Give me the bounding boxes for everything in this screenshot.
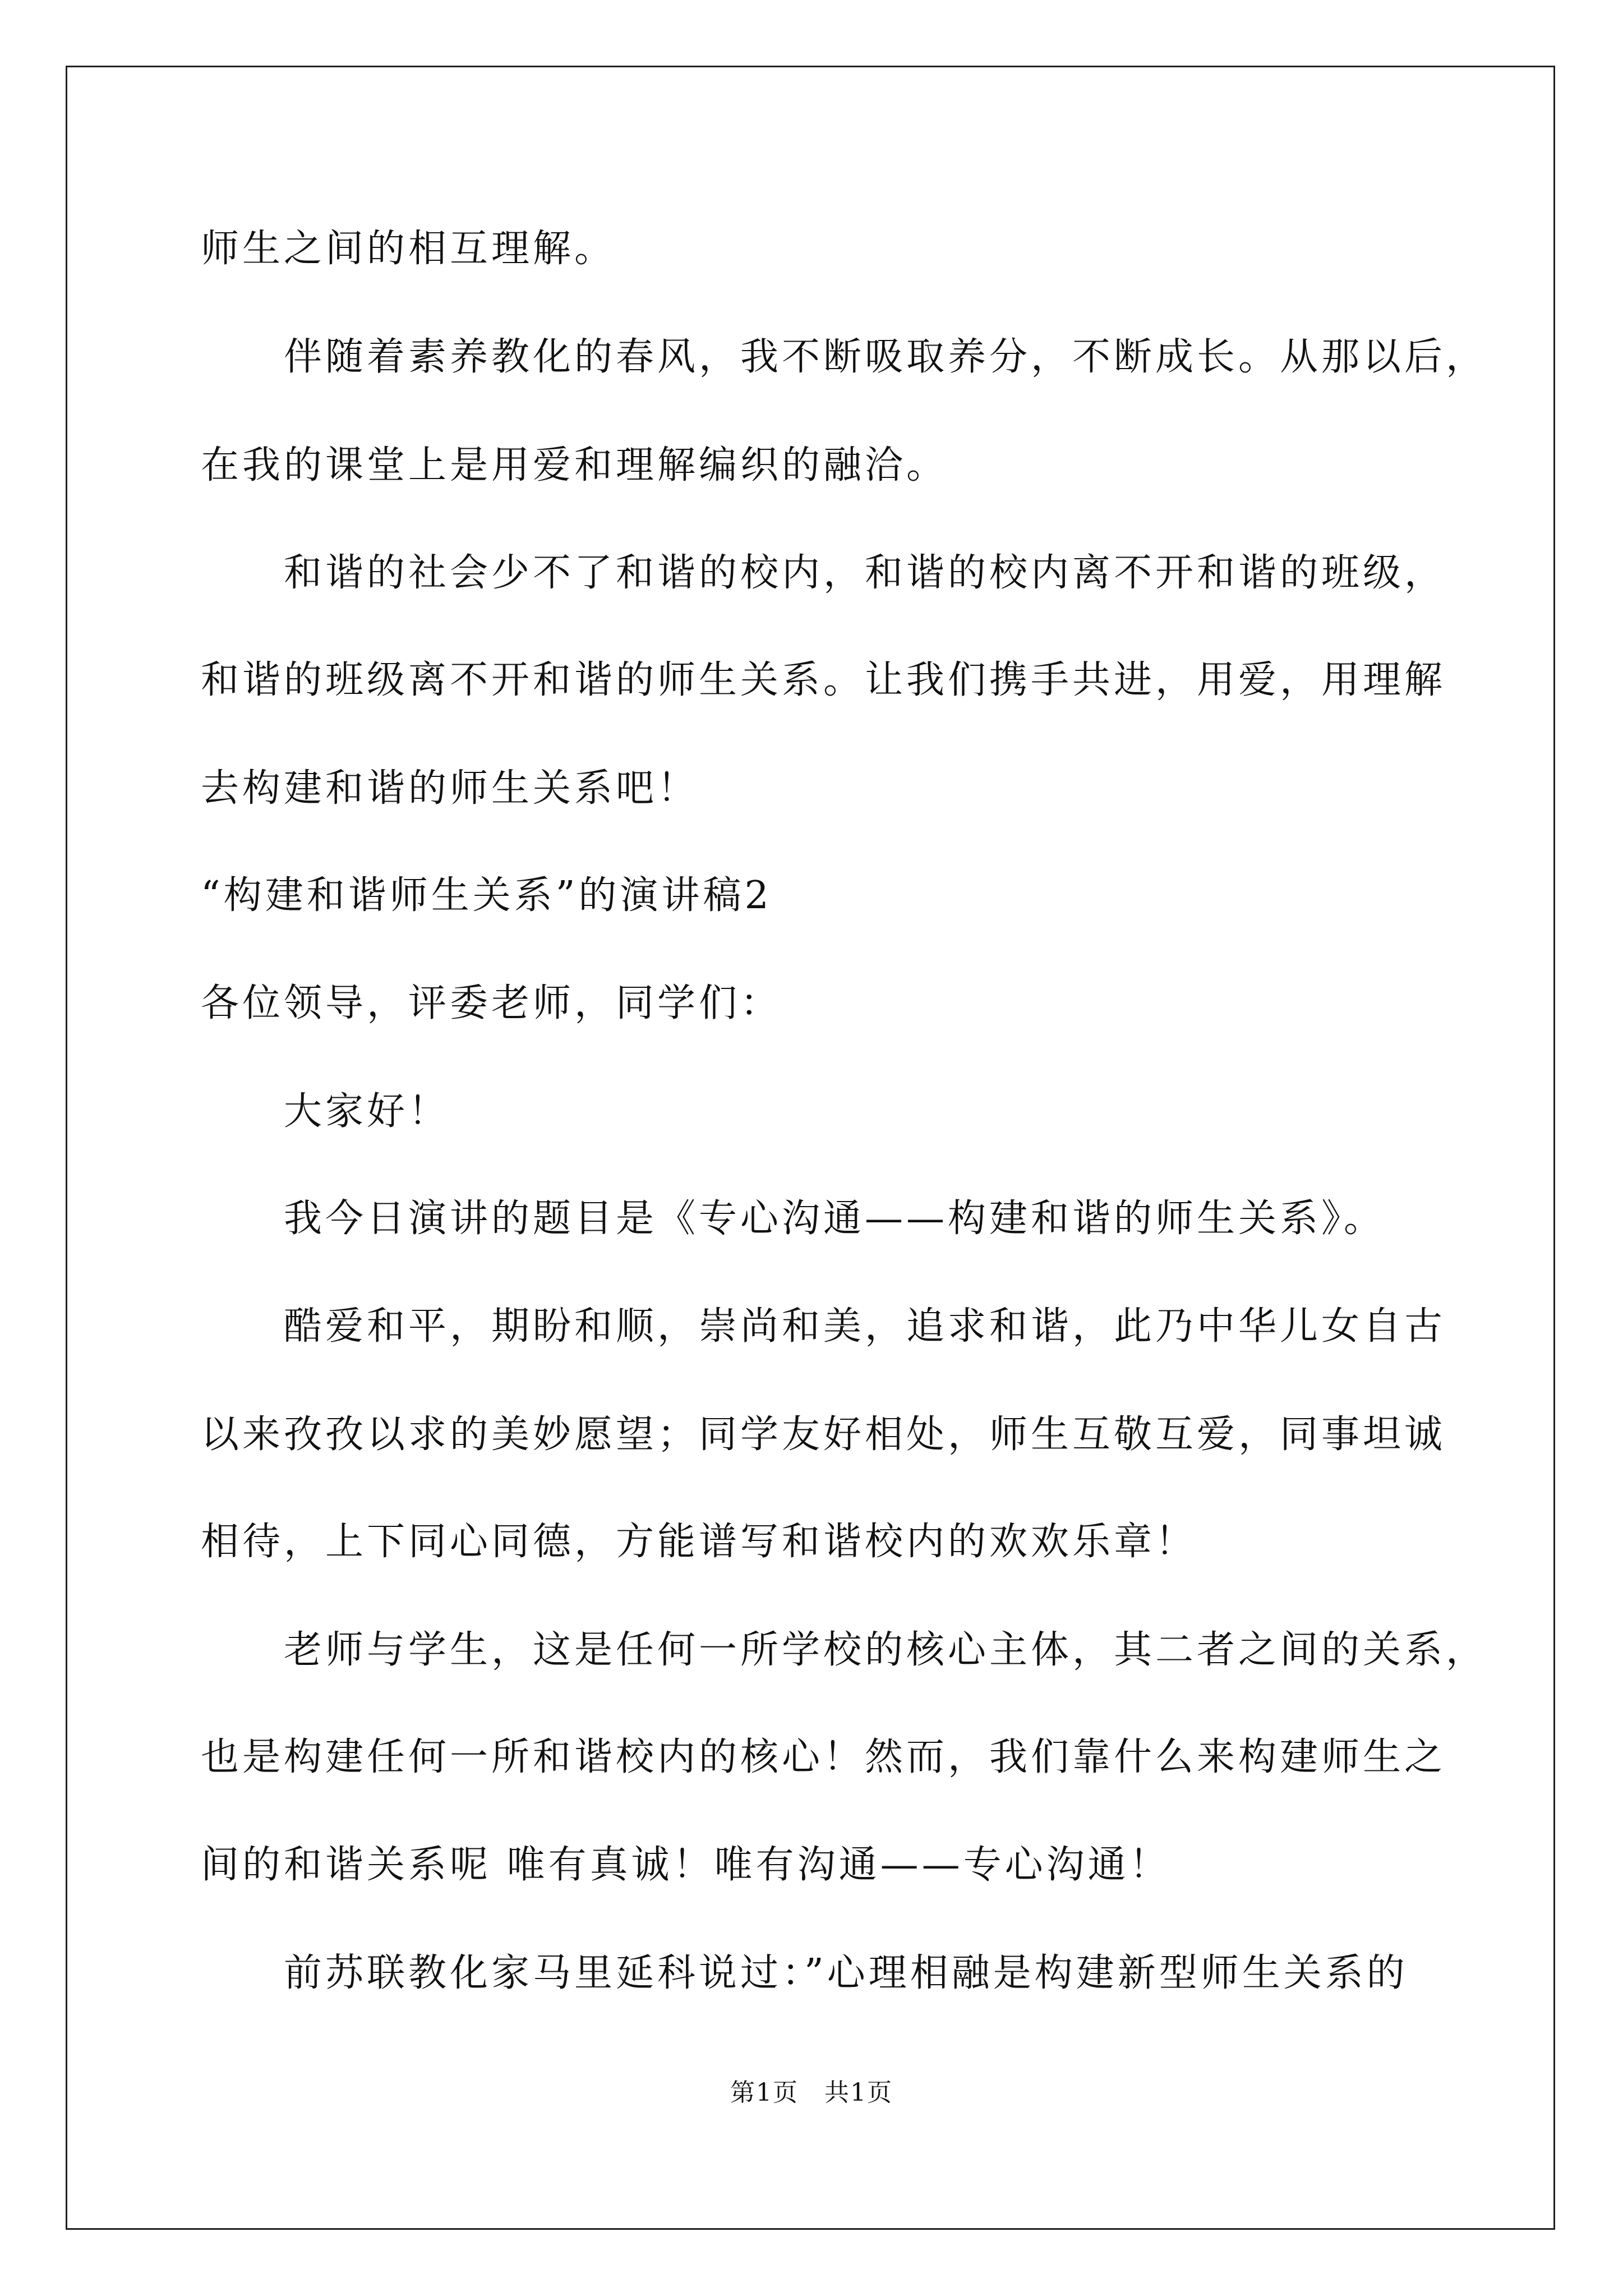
salutation: 各位领导，评委老师，同学们： (201, 981, 782, 1025)
text-line: 间的和谐关系呢 唯有真诚！唯有沟通——专心沟通！ (201, 1843, 1171, 1887)
text-line: 去构建和谐的师生关系吧！ (201, 766, 699, 811)
text-line: 老师与学生，这是任何一所学校的核心主体，其二者之间的关系， (284, 1628, 1488, 1672)
text-line: 和谐的班级离不开和谐的师生关系。让我们携手共进，用爱，用理解 (201, 658, 1446, 702)
page-number: 第1页 共1页 (730, 2078, 893, 2107)
greeting: 大家好！ (284, 1089, 450, 1134)
text-line: 在我的课堂上是用爱和理解编织的融洽。 (201, 443, 948, 487)
text-line: 伴随着素养教化的春风，我不断吸取养分，不断成长。从那以后， (284, 335, 1488, 379)
text-line: 以来孜孜以求的美妙愿望；同学友好相处，师生互敬互爱，同事坦诚 (201, 1412, 1446, 1457)
text-line: 酷爱和平，期盼和顺，崇尚和美，追求和谐，此乃中华儿女自古 (284, 1304, 1446, 1349)
page-border (66, 66, 1555, 2230)
text-line: 前苏联教化家马里延科说过：”心理相融是构建新型师生关系的 (284, 1951, 1408, 1995)
section-heading: “构建和谐师生关系”的演讲稿2 (201, 873, 772, 918)
text-line: 我今日演讲的题目是《专心沟通——构建和谐的师生关系》。 (284, 1197, 1386, 1241)
text-line: 相待，上下同心同德，方能谱写和谐校内的欢欢乐章！ (201, 1520, 1197, 1564)
text-line: 和谐的社会少不了和谐的校内，和谐的校内离不开和谐的班级， (284, 551, 1446, 595)
text-line: 师生之间的相互理解。 (201, 227, 616, 271)
text-line: 也是构建任何一所和谐校内的核心！然而，我们靠什么来构建师生之 (201, 1735, 1446, 1779)
